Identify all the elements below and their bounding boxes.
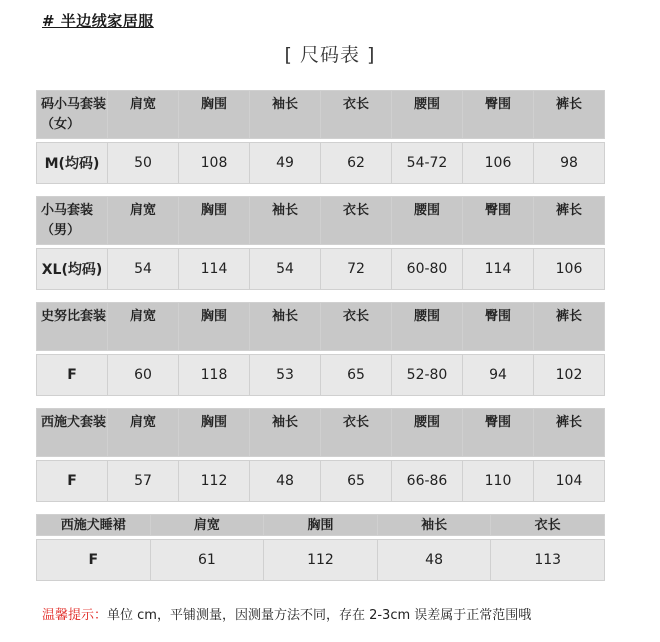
note-label: 温馨提示： <box>42 608 108 623</box>
column-header: 衣长 <box>321 197 392 245</box>
column-header: 裤长 <box>534 409 605 457</box>
column-header: 袖长 <box>377 515 491 536</box>
table-cell: 65 <box>321 461 392 502</box>
table-cell: 57 <box>108 461 179 502</box>
column-header: 臀围 <box>463 197 534 245</box>
product-name: 西施犬套装 <box>37 409 108 457</box>
table-cell: 65 <box>321 355 392 396</box>
column-header: 袖长 <box>250 91 321 139</box>
table-cell: 53 <box>250 355 321 396</box>
table-row <box>37 249 605 290</box>
table-cell: 110 <box>463 461 534 502</box>
size-table-snoopy <box>36 302 605 396</box>
size-table-men <box>36 196 605 290</box>
column-header: 衣长 <box>491 515 605 536</box>
table-row <box>37 355 605 396</box>
column-header: 裤长 <box>534 91 605 139</box>
table-cell: 108 <box>179 143 250 184</box>
product-name: 西施犬睡裙 <box>37 515 151 536</box>
table-cell: 48 <box>250 461 321 502</box>
column-header: 裤长 <box>534 303 605 351</box>
table-header-row <box>37 409 605 457</box>
table-cell: 50 <box>108 143 179 184</box>
column-header: 裤长 <box>534 197 605 245</box>
column-header: 肩宽 <box>108 409 179 457</box>
size-label: F <box>37 355 108 396</box>
table-cell: 54-72 <box>392 143 463 184</box>
note-text: 单位 cm，平铺测量，因测量方法不同，存在 2-3cm 误差属于正常范围哦 <box>107 608 532 623</box>
product-name: 码小马套装（女） <box>37 91 108 139</box>
column-header: 腰围 <box>392 409 463 457</box>
table-cell: 114 <box>463 249 534 290</box>
column-header: 胸围 <box>179 91 250 139</box>
table-header-row <box>37 303 605 351</box>
column-header: 袖长 <box>250 409 321 457</box>
column-header: 衣长 <box>321 303 392 351</box>
table-cell: 112 <box>179 461 250 502</box>
table-cell: 62 <box>321 143 392 184</box>
column-header: 袖长 <box>250 303 321 351</box>
table-cell: 104 <box>534 461 605 502</box>
table-header-row <box>37 197 605 245</box>
column-header: 腰围 <box>392 91 463 139</box>
table-cell: 61 <box>150 540 264 581</box>
column-header: 臀围 <box>463 409 534 457</box>
column-header: 腰围 <box>392 197 463 245</box>
size-table-women <box>36 90 605 184</box>
table-cell: 66-86 <box>392 461 463 502</box>
column-header: 臀围 <box>463 91 534 139</box>
table-row <box>37 461 605 502</box>
table-cell: 48 <box>377 540 491 581</box>
table-cell: 102 <box>534 355 605 396</box>
size-table-shihtzu-set <box>36 408 605 502</box>
page-title: # 半边绒家居服 <box>42 12 154 30</box>
size-table-shihtzu-nightdress <box>36 514 605 581</box>
table-cell: 113 <box>491 540 605 581</box>
table-cell: 98 <box>534 143 605 184</box>
table-cell: 112 <box>264 540 378 581</box>
column-header: 衣长 <box>321 409 392 457</box>
column-header: 胸围 <box>264 515 378 536</box>
product-name: 史努比套装 <box>37 303 108 351</box>
table-cell: 72 <box>321 249 392 290</box>
size-label: M(均码) <box>37 143 108 184</box>
size-chart-subtitle: [ 尺码表 ] <box>284 44 376 66</box>
table-cell: 60 <box>108 355 179 396</box>
column-header: 肩宽 <box>108 91 179 139</box>
size-label: F <box>37 461 108 502</box>
size-label: F <box>37 540 151 581</box>
column-header: 肩宽 <box>150 515 264 536</box>
table-cell: 106 <box>534 249 605 290</box>
table-cell: 94 <box>463 355 534 396</box>
column-header: 胸围 <box>179 197 250 245</box>
column-header: 肩宽 <box>108 303 179 351</box>
table-cell: 54 <box>108 249 179 290</box>
table-cell: 52-80 <box>392 355 463 396</box>
measurement-note <box>42 604 531 623</box>
column-header: 臀围 <box>463 303 534 351</box>
table-cell: 114 <box>179 249 250 290</box>
column-header: 衣长 <box>321 91 392 139</box>
table-header-row <box>37 515 605 536</box>
column-header: 肩宽 <box>108 197 179 245</box>
product-name: 小马套装（男） <box>37 197 108 245</box>
table-row <box>37 540 605 581</box>
size-label: XL(均码) <box>37 249 108 290</box>
table-header-row <box>37 91 605 139</box>
column-header: 胸围 <box>179 303 250 351</box>
table-cell: 60-80 <box>392 249 463 290</box>
column-header: 腰围 <box>392 303 463 351</box>
table-cell: 106 <box>463 143 534 184</box>
table-row <box>37 143 605 184</box>
column-header: 袖长 <box>250 197 321 245</box>
column-header: 胸围 <box>179 409 250 457</box>
table-cell: 54 <box>250 249 321 290</box>
table-cell: 49 <box>250 143 321 184</box>
table-cell: 118 <box>179 355 250 396</box>
